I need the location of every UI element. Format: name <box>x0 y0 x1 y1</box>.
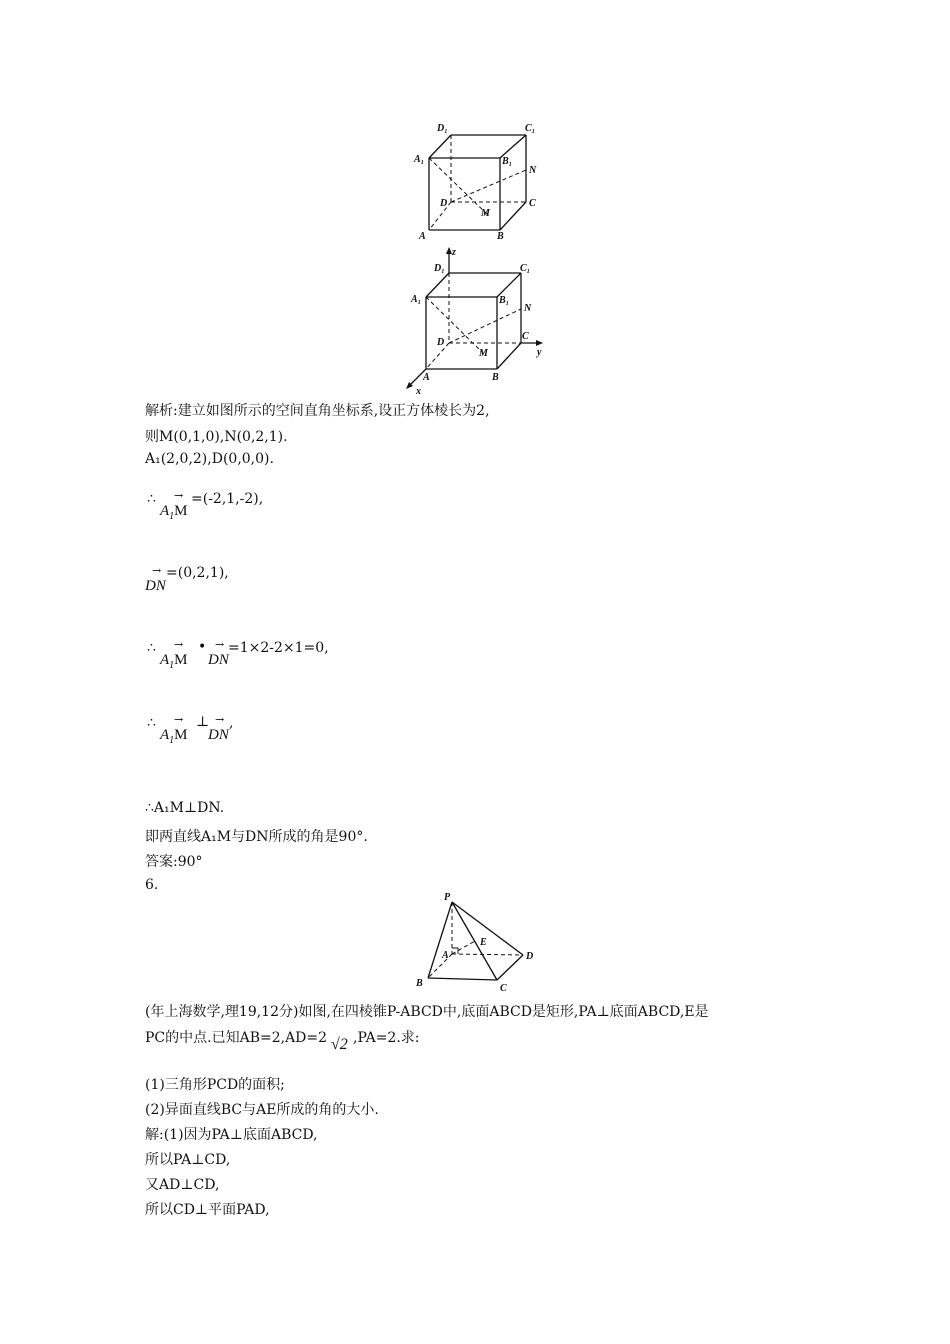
label-P: P <box>444 892 451 903</box>
label-B1: B₁ <box>502 156 513 167</box>
label-z: z <box>452 247 456 258</box>
label-A: A <box>419 231 426 242</box>
solution-step-4: 所以CD⊥平面PAD, <box>145 1202 270 1218</box>
label-A1: A₁ <box>414 154 425 165</box>
vector-arrow: → <box>174 638 184 651</box>
label-M: M <box>481 208 490 219</box>
vector-label: DN <box>208 727 229 743</box>
label-B1: B₁ <box>499 295 510 306</box>
vector-label: DN <box>145 578 166 594</box>
label-A: A <box>423 372 430 383</box>
dot-product-symbol: • <box>198 639 207 655</box>
question-1: (1)三角形PCD的面积; <box>145 1077 285 1093</box>
vector-A1M <box>160 713 200 749</box>
sqrt-2: √2 <box>331 1036 348 1053</box>
label-C: C <box>529 198 536 209</box>
label-N: N <box>529 165 537 176</box>
vector-label: $A_1M$ <box>160 503 188 522</box>
question-2: (2)异面直线BC与AE所成的角的大小. <box>145 1102 379 1118</box>
label-B: B <box>492 372 499 383</box>
label-D1: D₁ <box>434 263 445 274</box>
label-y: y <box>537 347 542 358</box>
label-D1: D₁ <box>437 123 448 134</box>
label-E: E <box>480 937 487 948</box>
problem-number: 6. <box>145 877 159 893</box>
equation-3-rhs: =1×2-2×1=0, <box>228 640 329 656</box>
label-C: C <box>500 983 507 994</box>
solution-line-1: 解析:建立如图所示的空间直角坐标系,设正方体棱长为2, <box>145 403 490 419</box>
vector-arrow: → <box>152 564 162 577</box>
solution-step-2: 所以PA⊥CD, <box>145 1152 231 1168</box>
solution-step-3: 又AD⊥CD, <box>145 1177 220 1193</box>
label-D: D <box>526 951 534 962</box>
label-A: A <box>442 950 449 961</box>
cube-figure-2 <box>400 244 560 396</box>
answer-line: 答案:90° <box>145 854 203 870</box>
cube-figure-1 <box>405 120 555 245</box>
label-D: D <box>440 198 448 209</box>
vector-arrow: → <box>174 489 184 502</box>
label-B: B <box>497 231 504 242</box>
vector-label: $A_1M$ <box>160 652 188 671</box>
vector-arrow: → <box>174 713 184 726</box>
label-A1: A₁ <box>411 294 422 305</box>
equation-2-rhs: =(0,2,1), <box>166 565 229 581</box>
problem-stem-line-2a: PC的中点.已知AB=2,AD=2 <box>145 1030 328 1046</box>
equation-4-comma: , <box>229 715 234 731</box>
therefore-symbol: ∴ <box>147 491 156 507</box>
vector-A1M <box>160 638 200 674</box>
equation-1-rhs: =(-2,1,-2), <box>191 491 264 507</box>
vector-arrow: → <box>215 638 225 651</box>
problem-stem-line-2b: ,PA=2.求: <box>353 1030 420 1046</box>
therefore-symbol: ∴ <box>147 715 156 731</box>
label-x: x <box>416 386 421 396</box>
conclusion-line: ∴A₁M⊥DN. <box>145 800 225 816</box>
solution-line-2: 则M(0,1,0),N(0,2,1). <box>145 429 288 445</box>
problem-stem-line-1: (年上海数学,理19,12分)如图,在四棱锥P-ABCD中,底面ABCD是矩形,PA⊥底面ABCD,E是 <box>145 1004 709 1020</box>
label-C1: C₁ <box>525 123 536 134</box>
vector-DN <box>208 713 238 749</box>
label-N: N <box>524 303 532 314</box>
pyramid-figure <box>408 890 543 994</box>
solution-step-1: 解:(1)因为PA⊥底面ABCD, <box>145 1127 318 1143</box>
label-C1: C₁ <box>520 263 531 274</box>
vector-label: DN <box>208 652 229 668</box>
angle-line: 即两直线A₁M与DN所成的角是90°. <box>145 829 368 845</box>
solution-line-3: A₁(2,0,2),D(0,0,0). <box>145 451 274 467</box>
label-C: C <box>522 331 529 342</box>
therefore-symbol: ∴ <box>147 640 156 656</box>
label-M: M <box>479 348 488 359</box>
label-D: D <box>437 337 445 348</box>
vector-label: $A_1M$ <box>160 727 188 746</box>
vector-arrow: → <box>215 713 225 726</box>
label-B: B <box>416 978 423 989</box>
perpendicular-symbol: ⊥ <box>196 714 210 730</box>
